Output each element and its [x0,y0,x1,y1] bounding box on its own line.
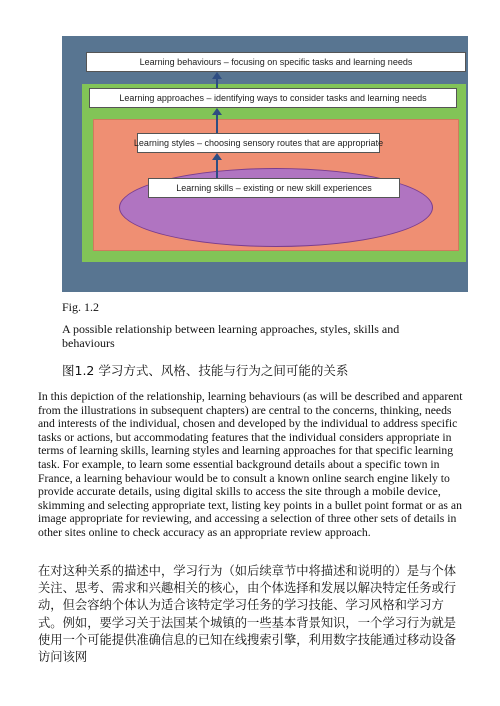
figure-caption-chinese: 图1.2 学习方式、风格、技能与行为之间可能的关系 [62,363,349,378]
figure-number: Fig. 1.2 [62,300,100,314]
learning-approaches-box: Learning approaches – identifying ways to consider tasks and learning needs [89,88,457,108]
arrow-up-icon [212,108,222,133]
arrow-up-icon [212,72,222,88]
learning-styles-box: Learning styles – choosing sensory routes that are appropriate [137,133,380,153]
english-paragraph: In this depiction of the relationship, learning behaviours (as will be described and apparent from the illustrations in subsequent chapters) are central to the concerns, thinking, needs and interests of the individual, chosen and developed by the individual to address specific tasks or actions, but accommodating features that the individual considers appropriate in terms of learning skills, learning styles and learning approaches for that specific learning task. For example, to learn some essential background details about a specific town in France, a learning behaviour would be to consult a known online search engine likely to provide accurate details, using digital skills to access the site through a mobile device, skimming and selecting appropriate text, listing key points in a bullet point format or as an image appropriate for reviewing, and accessing a selection of three other sets of details in other sites online to check accuracy as an appropriate review approach. [38,390,463,539]
learning-relationship-diagram [62,36,468,292]
learning-behaviours-box: Learning behaviours – focusing on specific tasks and learning needs [86,52,466,72]
learning-skills-box: Learning skills – existing or new skill experiences [148,178,400,198]
figure-caption-english: A possible relationship between learning approaches, styles, skills and behaviours [62,322,400,350]
arrow-up-icon [212,153,222,178]
chinese-paragraph: 在对这种关系的描述中，学习行为（如后续章节中将描述和说明的）是与个体关注、思考、需求和兴趣相关的核心，由个体选择和发展以解决特定任务或行动，但会容纳个体认为适合该特定学习任务的学习技能、学习风格和学习方式。例如，要学习关于法国某个城镇的一些基本背景知识，一个学习行为就是使用一个可能提供准确信息的已知在线搜索引擎，利用数字技能通过移动设备访问该网 [38,564,457,665]
